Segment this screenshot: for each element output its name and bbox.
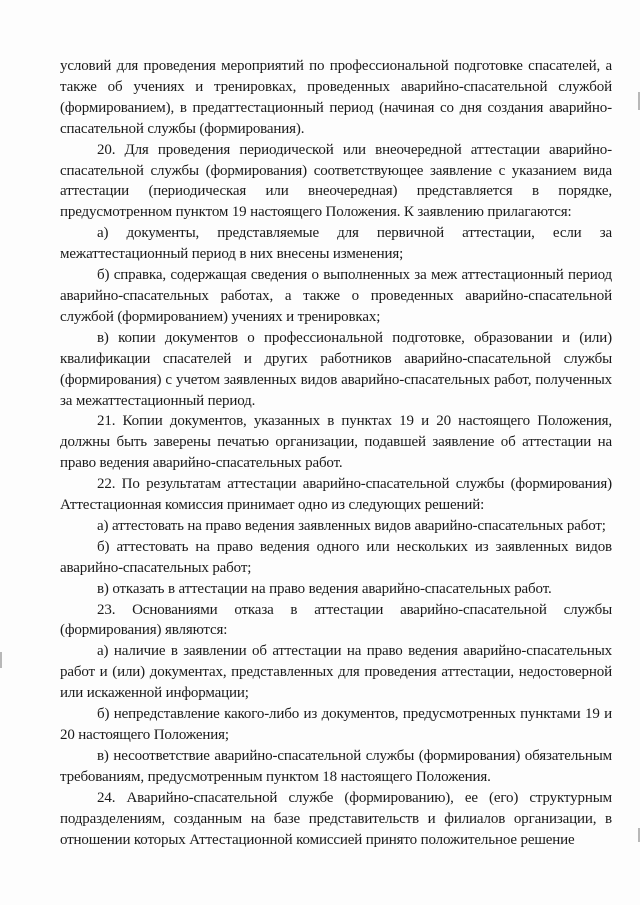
paragraph-23-item-v: в) несоответствие аварийно-спасательной службы (формирования) обязательным требованиям, предусмотренным пунктом 18 настоящего Положения. — [60, 747, 612, 785]
paragraph-20-item-a: а) документы, представляемые для первичной аттестации, если за межаттестационный период в них внесены изменения; — [60, 225, 612, 263]
paragraph-24: 24. Аварийно-спасательной службе (формированию), ее (его) структурным подразделениям, созданным на базе представительств и филиалов организации, в отношении которых Аттестационной комиссией принято положительное решение — [60, 789, 612, 848]
paragraph-23-item-a: а) наличие в заявлении об аттестации на право ведения аварийно-спасательных работ и (или) документах, представленных для проведения аттестации, недостоверной или искаженной информации; — [60, 643, 612, 702]
paragraph-22-item-v: в) отказать в аттестации на право ведения аварийно-спасательных работ. — [97, 580, 552, 597]
paragraph-continuation: условий для проведения мероприятий по профессиональной подготовке спасателей, а также об учениях и тренировках, проведенных аварийно-спасательной службой (формированием), в предаттестационный период (начиная со дня создания аварийно-спасательной службы (формирования). — [60, 58, 612, 137]
document-body — [60, 56, 612, 850]
paragraph-20: 20. Для проведения периодической или внеочередной аттестации аварийно-спасательной службы (формирования) соответствующее заявление с указанием вида аттестации (периодическая или внеочередная) представляется в порядке, предусмотренном пунктом 19 настоящего Положения. К заявлению прилагаются: — [60, 141, 612, 221]
paragraph-22: 22. По результатам аттестации аварийно-спасательной службы (формирования) Аттестационная комиссия принимает одно из следующих решений: — [60, 476, 612, 514]
paragraph-22-item-b: б) аттестовать на право ведения одного или нескольких из заявленных видов аварийно-спасательных работ; — [60, 538, 612, 576]
paragraph-20-item-b: б) справка, содержащая сведения о выполненных за меж аттестационный период аварийно-спасательных работах, а также о проведенных аварийно-спасательной службой (формированием) учениях и тренировках; — [60, 267, 612, 325]
paragraph-20-item-v: в) копии документов о профессиональной подготовке, образовании и (или) квалификации спасателей и других работников аварийно-спасательной службы (формирования) с учетом заявленных видов аварийно-спасательных работ, полученных за межаттестационный период. — [60, 329, 612, 409]
paragraph-22-item-a: а) аттестовать на право ведения заявленных видов аварийно-спасательных работ; — [97, 517, 606, 534]
paragraph-23-item-b: б) непредставление какого-либо из документов, предусмотренных пунктами 19 и 20 настоящего Положения; — [60, 706, 612, 743]
paragraph-23: 23. Основаниями отказа в аттестации аварийно-спасательной службы (формирования) являются: — [60, 601, 612, 639]
scan-edge-mark-left — [0, 652, 2, 668]
paragraph-21: 21. Копии документов, указанных в пунктах 19 и 20 настоящего Положения, должны быть заверены печатью организации, подавшей заявление об аттестации на право ведения аварийно-спасательных работ. — [60, 413, 612, 472]
